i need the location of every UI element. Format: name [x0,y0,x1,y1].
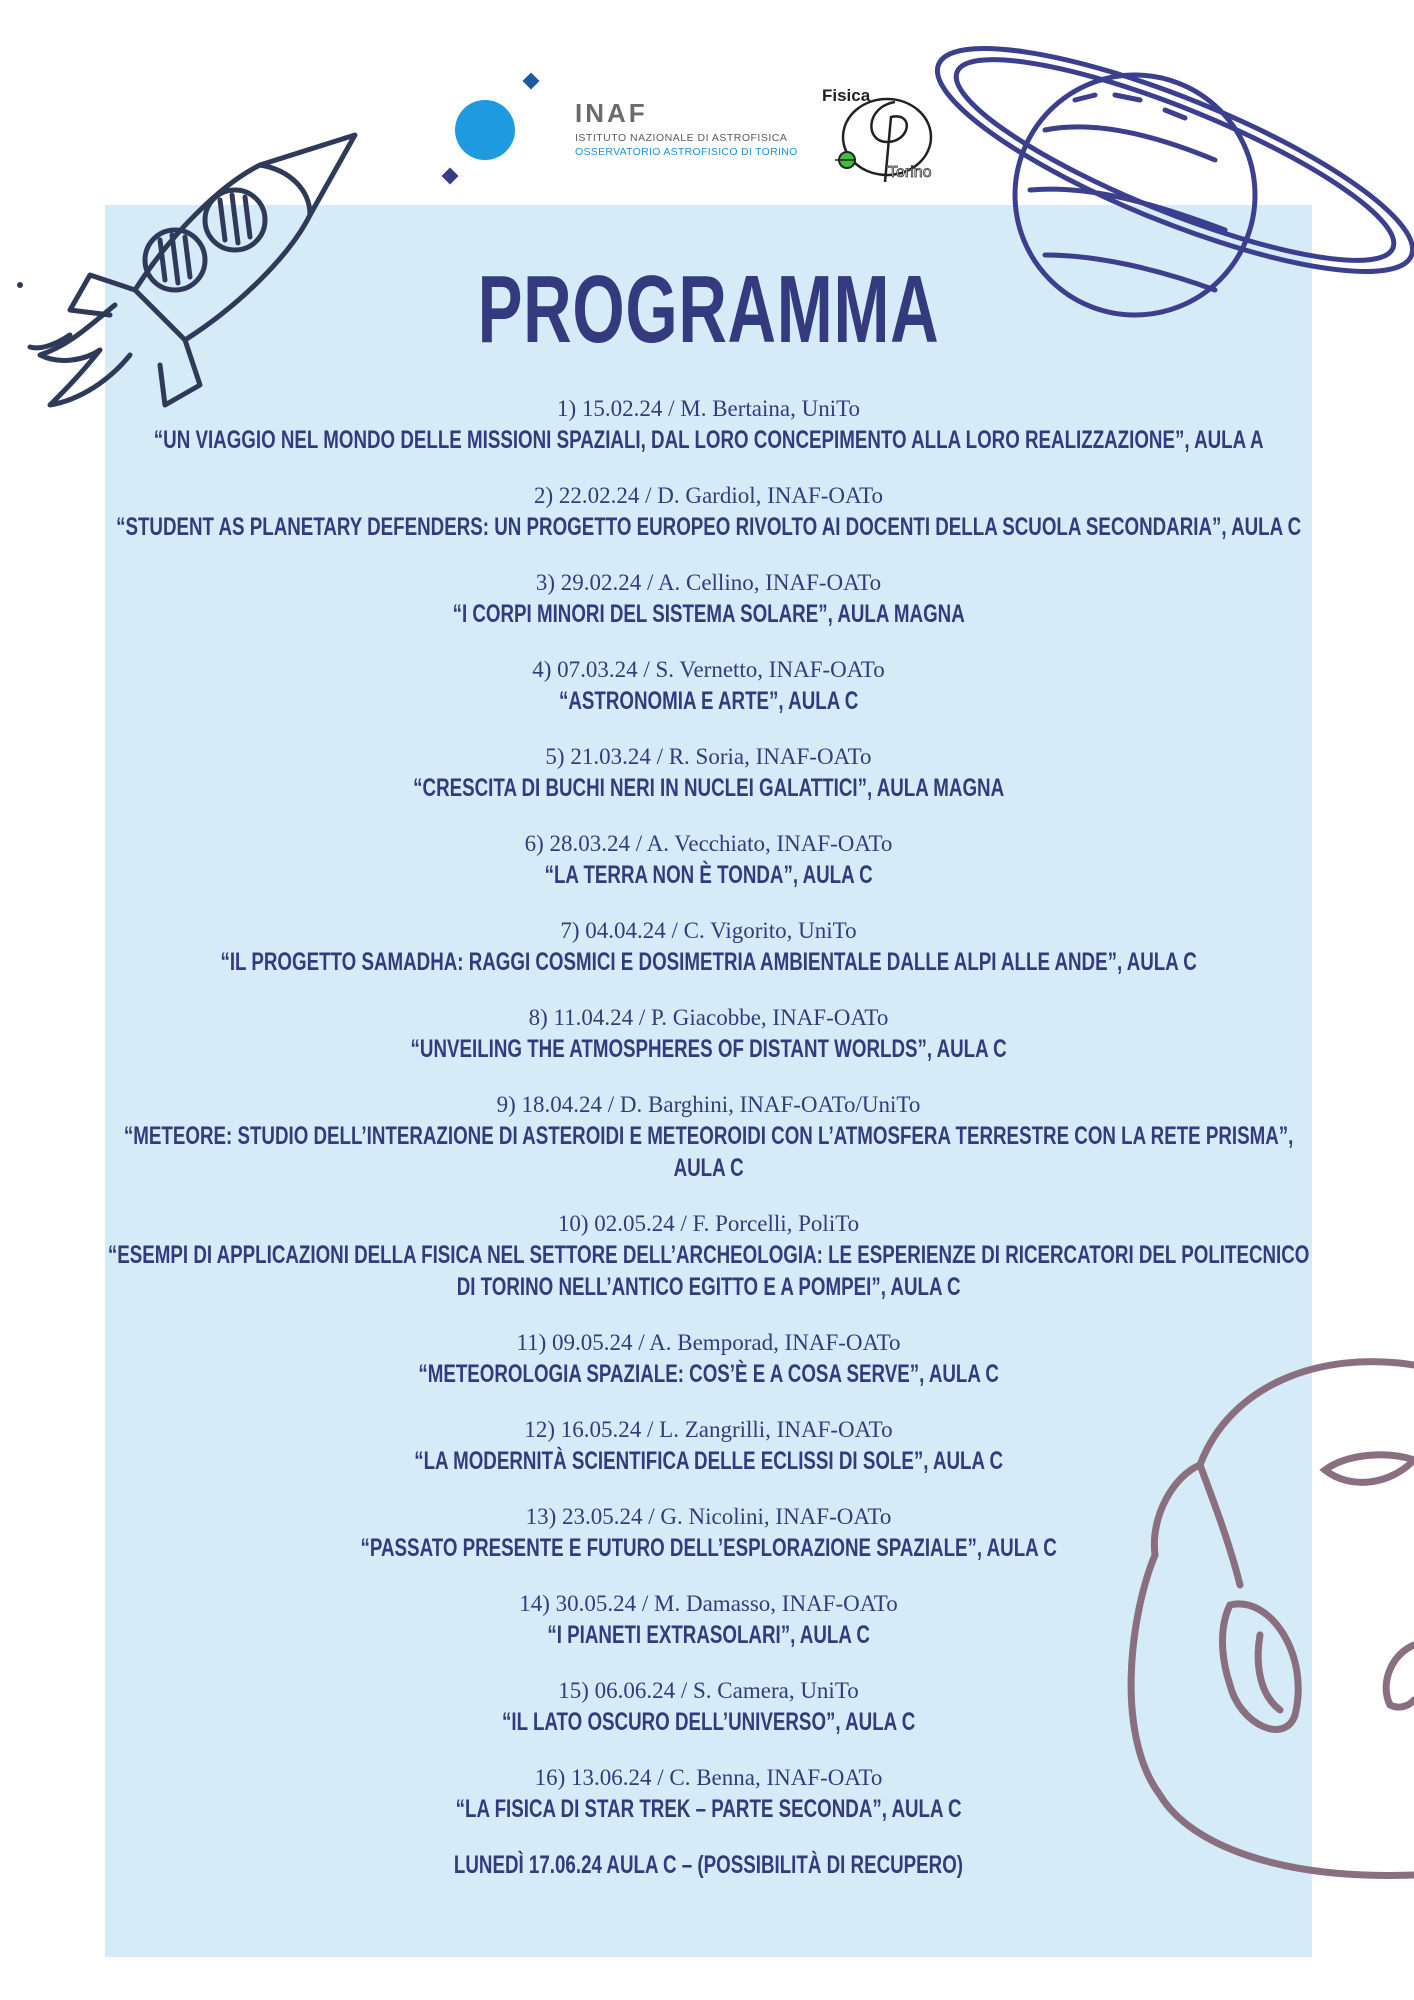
program-item-13 [105,1501,1312,1564]
item-talk: “I PIANETI EXTRASOLARI”, AULA C [547,1621,870,1649]
program-item-2 [105,480,1312,543]
program-item-11 [105,1327,1312,1390]
item-talk: “UNVEILING THE ATMOSPHERES OF DISTANT WORLDS”, AULA C [410,1035,1007,1063]
program-list [105,393,1312,1881]
closing-note: LUNEDÌ 17.06.24 AULA C – (POSSIBILITÀ DI RECUPERO) [453,1851,964,1879]
item-meta: 1) 15.02.24 / M. Bertaina, UniTo [556,396,861,421]
item-meta: 13) 23.05.24 / G. Nicolini, INAF-OATo [525,1504,892,1529]
inaf-subtitle: ISTITUTO NAZIONALE DI ASTROFISICA [575,132,788,144]
item-meta: 3) 29.02.24 / A. Cellino, INAF-OATo [535,570,882,595]
item-talk: “METEOROLOGIA SPAZIALE: COS’È E A COSA SERVE”, AULA C [418,1360,999,1388]
item-talk: “LA FISICA DI STAR TREK – PARTE SECONDA”, AULA C [455,1795,962,1823]
program-item-7 [105,915,1312,978]
item-talk: “STUDENT AS PLANETARY DEFENDERS: UN PROGETTO EUROPEO RIVOLTO AI DOCENTI DELLA SCUOLA SECONDARIA”, AULA C [115,513,1302,541]
inaf-observatory: OSSERVATORIO ASTROFISICO DI TORINO [575,146,798,158]
program-item-6 [105,828,1312,891]
item-talk: “METEORE: STUDIO DELL’INTERAZIONE DI ASTEROIDI E METEOROIDI CON L’ATMOSFERA TERRESTRE CON LA RETE PRISMA”, AULA C [123,1122,1294,1182]
program-item-16 [105,1762,1312,1825]
torino-word: Torino [888,164,932,181]
item-meta: 16) 13.06.24 / C. Benna, INAF-OATo [534,1765,883,1790]
item-talk: “LA MODERNITÀ SCIENTIFICA DELLE ECLISSI DI SOLE”, AULA C [414,1447,1003,1475]
fisica-word: Fisica [822,86,871,105]
item-meta: 2) 22.02.24 / D. Gardiol, INAF-OATo [533,483,884,508]
program-item-3 [105,567,1312,630]
program-item-4 [105,654,1312,717]
item-meta: 7) 04.04.24 / C. Vigorito, UniTo [560,918,857,943]
item-talk: “IL PROGETTO SAMADHA: RAGGI COSMICI E DOSIMETRIA AMBIENTALE DALLE ALPI ALLE ANDE”, AULA C [220,948,1197,976]
item-meta: 11) 09.05.24 / A. Bemporad, INAF-OATo [516,1330,901,1355]
item-meta: 14) 30.05.24 / M. Damasso, INAF-OATo [519,1591,898,1616]
page-title: PROGRAMMA [477,256,940,363]
inaf-logo-icon [430,70,550,190]
program-item-8 [105,1002,1312,1065]
program-item-5 [105,741,1312,804]
item-talk: “LA TERRA NON È TONDA”, AULA C [544,861,873,889]
item-talk: “I CORPI MINORI DEL SISTEMA SOLARE”, AULA MAGNA [452,600,965,628]
item-talk: “CRESCITA DI BUCHI NERI IN NUCLEI GALATTICI”, AULA MAGNA [413,774,1004,802]
inaf-name: INAF [575,98,648,128]
item-talk: “UN VIAGGIO NEL MONDO DELLE MISSIONI SPAZIALI, DAL LORO CONCEPIMENTO ALLA LORO REALIZZAZIONE”, AULA A [153,426,1264,454]
item-meta: 8) 11.04.24 / P. Giacobbe, INAF-OATo [528,1005,889,1030]
item-meta: 6) 28.03.24 / A. Vecchiato, INAF-OATo [524,831,893,856]
item-meta: 4) 07.03.24 / S. Vernetto, INAF-OATo [532,657,885,682]
item-talk: “PASSATO PRESENTE E FUTURO DELL’ESPLORAZIONE SPAZIALE”, AULA C [360,1534,1057,1562]
program-item-10 [105,1208,1312,1303]
program-item-14 [105,1588,1312,1651]
item-meta: 12) 16.05.24 / L. Zangrilli, INAF-OATo [524,1417,893,1442]
program-item-1 [105,393,1312,456]
item-meta: 5) 21.03.24 / R. Soria, INAF-OATo [545,744,872,769]
program-item-15 [105,1675,1312,1738]
item-talk: “ASTRONOMIA E ARTE”, AULA C [558,687,859,715]
program-item-12 [105,1414,1312,1477]
item-meta: 10) 02.05.24 / F. Porcelli, PoliTo [557,1211,860,1236]
item-meta: 9) 18.04.24 / D. Barghini, INAF-OATo/UniTo [496,1092,921,1117]
item-talk: “IL LATO OSCURO DELL’UNIVERSO”, AULA C [501,1708,916,1736]
item-talk: “ESEMPI DI APPLICAZIONI DELLA FISICA NEL SETTORE DELL’ARCHEOLOGIA: LE ESPERIENZE DI RICERCATORI DEL POLITECNICO DI TORINO NELL’ANTICO EGITTO E A POMPEI”, AULA C [107,1241,1310,1301]
program-item-9 [105,1089,1312,1184]
header-logos [430,60,990,200]
item-meta: 15) 06.06.24 / S. Camera, UniTo [558,1678,859,1703]
